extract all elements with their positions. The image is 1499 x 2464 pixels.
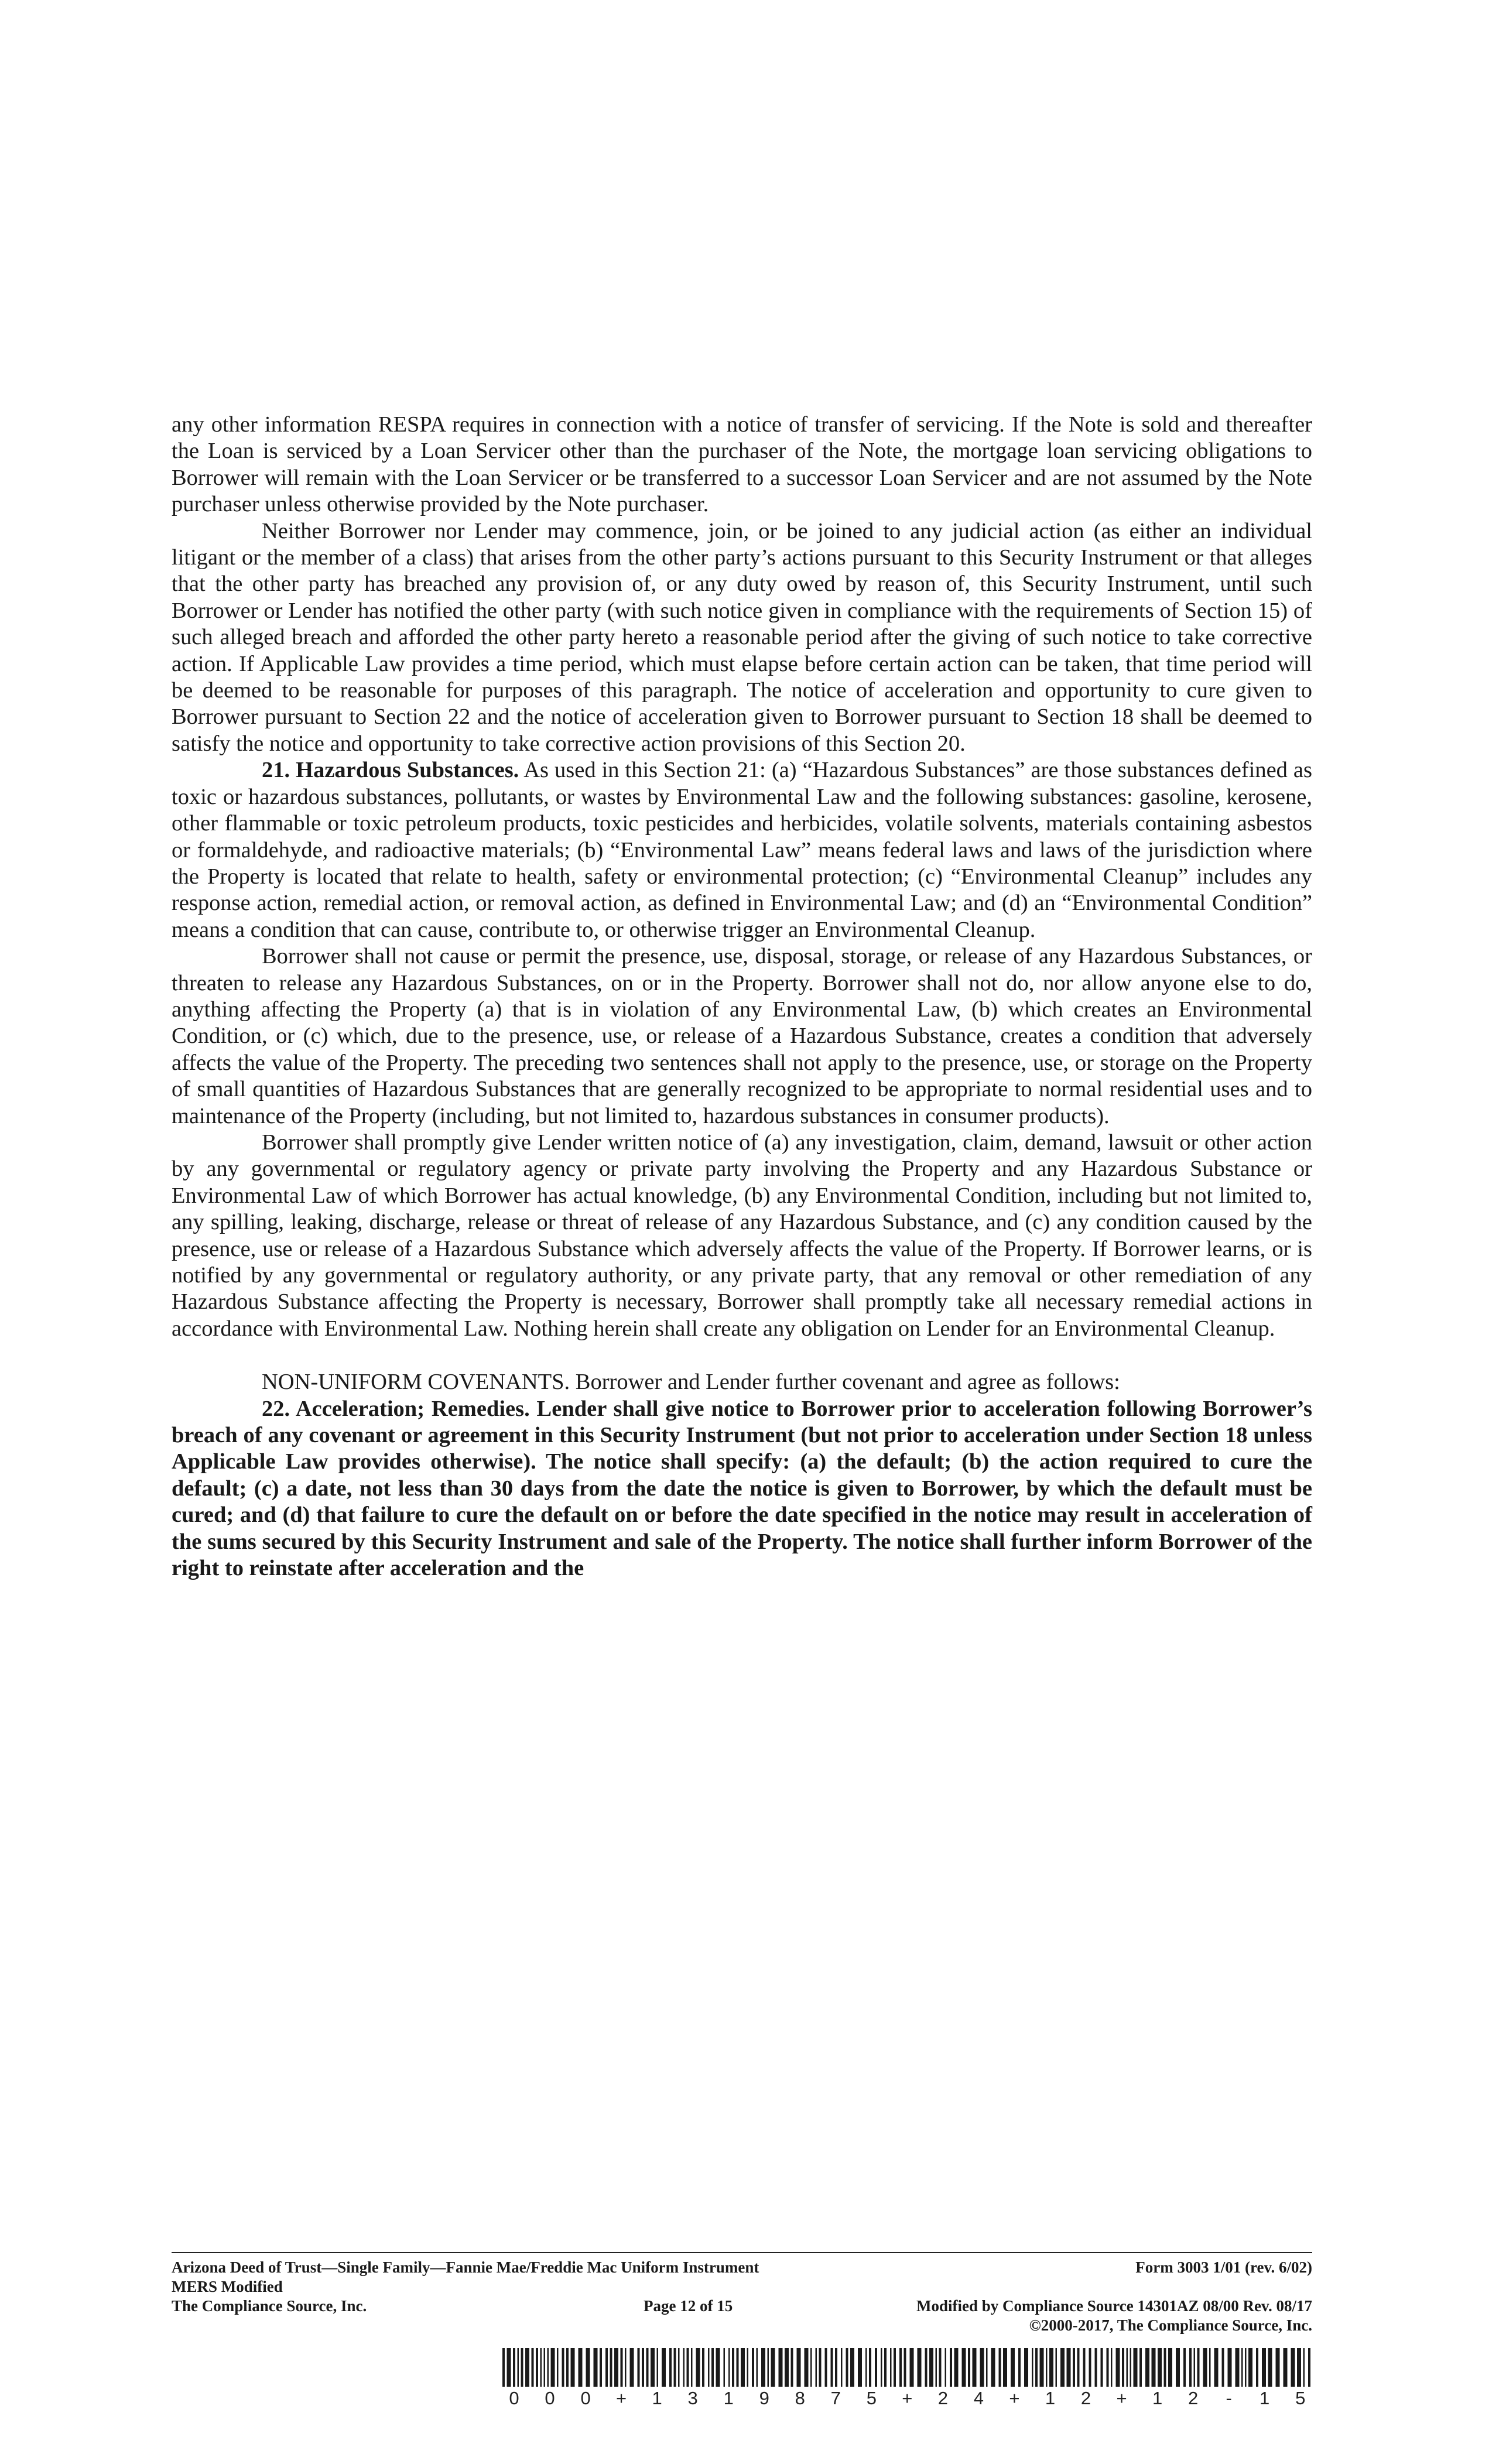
barcode-bar [521,2348,523,2387]
barcode-bar [1122,2348,1124,2387]
barcode-bar [1194,2348,1196,2387]
barcode-bar [910,2348,914,2387]
paragraph-hazardous-presence: Borrower shall not cause or permit the presence, use, disposal, storage, or release of any Hazardous Substances, or threaten to release any Hazardous Substances, on or in the Property. Borrower shall not do, nor allow anyone else to do, anything affecting the Property (a) that is in violation of any Environmental Law, (b) which creates an Environmental Condition, or (c) which, due to the presence, use, or release of a Hazardous Substance, creates a condition that adversely affects the value of the Property. The preceding two sentences shall not apply to the presence, use, or storage on the Property of small quantities of Hazardous Substances that are generally recognized to be appropriate to normal residential uses and to maintenance of the Property (including, but not limited to, hazardous substances in consumer products). [172,944,1312,1128]
barcode-bar [683,2348,685,2387]
barcode-bar [540,2348,542,2387]
barcode-bar [1308,2348,1310,2387]
barcode-bar [507,2348,511,2387]
barcode-bar [884,2348,887,2387]
barcode-bar [1134,2348,1138,2387]
barcode-bar [669,2348,672,2387]
paragraph-respa-servicing: any other information RESPA requires in connection with a notice of transfer of servicing. If the Note is sold and thereafter the Loan is serviced by a Loan Servicer other than the purchaser of the Note, the mortgage loan servicing obligations to Borrower will remain with the Loan Servicer or be transferred to a successor Loan Servicer and are not assumed by the Note purchaser unless otherwise provided by the Note purchaser. [172,412,1312,517]
barcode-bar [724,2348,725,2387]
barcode-bar [1011,2348,1015,2387]
barcode-bar [890,2348,892,2387]
barcode-bar [1168,2348,1172,2387]
barcode-digit: 0 [509,2388,519,2408]
document-body [172,412,1312,1582]
barcode-digit: 8 [795,2388,805,2408]
barcode-digit: 1 [1045,2388,1056,2408]
barcode-bar [728,2348,730,2387]
barcode-bar [621,2348,623,2387]
barcode-bar [810,2348,812,2387]
barcode-bar [691,2348,693,2387]
barcode-bar [1222,2348,1224,2387]
barcode-bar [1073,2348,1075,2387]
section-21-text: As used in this Section 21: (a) “Hazardous Substances” are those substances defined as toxic or hazardous substances, pollutants, or wastes by Environmental Law and the following substances: gasoline, kerosene, other flammable or toxic petroleum products, toxic pesticides and herbicides, volatile solvents, materials containing asbestos or formaldehyde, and radioactive materials; (b) “Environmental Law” means federal laws and laws of the jurisdiction where the Property is located that relate to health, safety or environmental protection; (c) “Environmental Cleanup” includes any response action, remedial action, or removal action, as defined in Environmental Law; and (d) an “Environmental Condition” means a condition that can cause, contribute to, or otherwise trigger an Environmental Cleanup. [172,758,1312,942]
barcode-bar [716,2348,720,2387]
barcode-bar [1236,2348,1240,2387]
barcode-bar [502,2348,505,2387]
barcode-bar [899,2348,902,2387]
barcode-bar [513,2348,515,2387]
barcode-bar [1060,2348,1065,2387]
barcode-bar [962,2348,966,2387]
barcode-bar [1248,2348,1252,2387]
barcode-bar [869,2348,871,2387]
barcode-bar [1303,2348,1305,2387]
barcode-bar [761,2348,765,2387]
barcode-digit: 0 [580,2388,591,2408]
barcode-bar [925,2348,928,2387]
footer-row-4 [172,2316,1312,2335]
barcode-bar [1046,2348,1048,2387]
document-footer [172,2258,1312,2335]
footer-row-2 [172,2277,1312,2297]
barcode-bar [1083,2348,1086,2387]
footer-form-title: Arizona Deed of Trust—Single Family—Fannie Mae/Freddie Mac Uniform Instrument [172,2258,759,2276]
barcode-bar [708,2348,710,2387]
barcode-bar [991,2348,995,2387]
barcode-bar [605,2348,608,2387]
barcode-bar [747,2348,749,2387]
barcode-bar [586,2348,590,2387]
barcode-bar [1032,2348,1033,2387]
barcode-bar [642,2348,644,2387]
barcode-digit: 4 [973,2388,984,2408]
footer-divider [172,2252,1312,2253]
barcode-bar [1056,2348,1057,2387]
barcode-bar [1116,2348,1120,2387]
barcode-bar [687,2348,689,2387]
barcode-bar [566,2348,569,2387]
barcode-bar [846,2348,848,2387]
barcode-bar [1035,2348,1038,2387]
barcode-bar [835,2348,837,2387]
barcode-bar [702,2348,704,2387]
barcode-digit: 3 [687,2388,698,2408]
barcode-bar [696,2348,700,2387]
barcode-bar [881,2348,882,2387]
barcode-bar [850,2348,854,2387]
barcode-bar [1241,2348,1243,2387]
barcode-bar [1127,2348,1128,2387]
barcode-bar [819,2348,822,2387]
barcode-bar [1256,2348,1258,2387]
barcode-bar [674,2348,676,2387]
barcode-bar [954,2348,959,2387]
barcode-bar [1158,2348,1162,2387]
barcode-digit: + [616,2388,627,2408]
barcode-bar [816,2348,817,2387]
barcode-bar [562,2348,564,2387]
barcode-bar [600,2348,602,2387]
barcode-bar [831,2348,833,2387]
footer-mers-modified: MERS Modified [172,2278,283,2295]
barcode-digit: 5 [1295,2388,1306,2408]
barcode-digit: 2 [937,2388,948,2408]
barcode-bar [1197,2348,1200,2387]
barcode-digit: 1 [1152,2388,1163,2408]
barcode-bar [768,2348,769,2387]
barcode-digit: 5 [866,2388,877,2408]
barcode-bar [757,2348,758,2387]
footer-page-number: Page 12 of 15 [644,2297,733,2315]
paragraph-hazardous-notice: Borrower shall promptly give Lender written notice of (a) any investigation, claim, demand, lawsuit or other action by any governmental or regulatory agency or private party involving the Property and any Hazardous Substance or Environmental Law of which Borrower has actual knowledge, (b) any Environmental Condition, including but not limited to, any spilling, leaking, discharge, release or threat of release of any Hazardous Substance, and (c) any condition caused by the presence, use or release of a Hazardous Substance which adversely affects the value of the Property. If Borrower learns, or is notified by any governmental or regulatory authority, or any private party, that any removal or other remediation of any Hazardous Substance affecting the Property is necessary, Borrower shall promptly take all necessary remedial actions in accordance with Environmental Law. Nothing herein shall create any obligation on Lender for an Environmental Cleanup. [172,1130,1312,1341]
barcode-bar [518,2348,519,2387]
barcode-bar [1262,2348,1266,2387]
barcode-bar [791,2348,793,2387]
barcode-bar [841,2348,843,2387]
footer-row-1 [172,2258,1312,2277]
paragraph-notice-grievance: Neither Borrower nor Lender may commence, join, or be joined to any judicial action (as either an individual litigant or the member of a class) that arises from the other party’s actions pursuant to this Security Instrument or that alleges that the other party has breached any provision of, or any duty owed by reason of, this Security Instrument, until such Borrower or Lender has notified the other party (with such notice given in compliance with the requirements of Section 15) of such alleged breach and afforded the other party hereto a reasonable period after the giving of such notice to take corrective action. If Applicable Law provides a time period, which must elapse before certain action can be taken, that time period will be deemed to be reasonable for purposes of this paragraph. The notice of acceleration and opportunity to cure given to Borrower pursuant to Section 22 and the notice of acceleration given to Borrower pursuant to Section 18 shall be deemed to satisfy the notice and opportunity to take corrective action provisions of this Section 20. [172,518,1312,756]
barcode-bar [1176,2348,1180,2387]
barcode-bar [752,2348,754,2387]
barcode-bar [630,2348,634,2387]
barcode-bar [1189,2348,1192,2387]
barcode-bar [1139,2348,1142,2387]
barcode-digit: 2 [1187,2388,1199,2408]
section-21-heading: 21. Hazardous Substances. [262,758,519,783]
barcode-bar [544,2348,546,2387]
barcode-bar [797,2348,801,2387]
barcode-bar [1203,2348,1207,2387]
barcode-bar [579,2348,583,2387]
barcode-digit: 2 [1080,2388,1091,2408]
footer-modified-by: Modified by Compliance Source 14301AZ 08/00 Rev. 08/17 [916,2297,1312,2315]
barcode-bar [625,2348,627,2387]
barcode-bar [950,2348,952,2387]
barcode-bar [551,2348,555,2387]
barcode-bar [771,2348,775,2387]
barcode-bar [929,2348,933,2387]
footer-publisher: The Compliance Source, Inc. [172,2297,367,2315]
barcode-bar [945,2348,947,2387]
barcode-bar [939,2348,942,2387]
barcode-bar [536,2348,538,2387]
barcode-bar [865,2348,867,2387]
barcode-bar [571,2348,575,2387]
barcode-bar [1291,2348,1295,2387]
barcode-digit: 1 [1260,2388,1270,2408]
barcode-bar [1101,2348,1103,2387]
barcode-bar [936,2348,937,2387]
barcode-bar [986,2348,988,2387]
barcode-bar [657,2348,659,2387]
barcode-bar [1089,2348,1091,2387]
barcode-digit: + [902,2388,913,2408]
barcode-bar [1111,2348,1113,2387]
footer-row-3 [172,2297,1312,2316]
barcode-bar [610,2348,612,2387]
barcode-bar [1130,2348,1132,2387]
paragraph-non-uniform-covenants: NON-UNIFORM COVENANTS. Borrower and Lender further covenant and agree as follows: [262,1370,1120,1395]
barcode-bar [785,2348,789,2387]
barcode-bar [1297,2348,1301,2387]
barcode [502,2348,1312,2387]
barcode-bar [1040,2348,1044,2387]
barcode-bar [638,2348,640,2387]
barcode-digits [502,2388,1312,2409]
barcode-bar [732,2348,734,2387]
barcode-bar [594,2348,598,2387]
barcode-bar [968,2348,970,2387]
barcode-bar [1067,2348,1071,2387]
barcode-bar [858,2348,862,2387]
barcode-bar [1228,2348,1232,2387]
barcode-bar [741,2348,745,2387]
barcode-bar [1018,2348,1021,2387]
barcode-digit: 1 [652,2388,662,2408]
barcode-bar [1268,2348,1272,2387]
barcode-bar [1164,2348,1166,2387]
barcode-bar [894,2348,896,2387]
barcode-digit: + [1116,2388,1127,2408]
barcode-bar [557,2348,559,2387]
barcode-bar [1077,2348,1080,2387]
barcode-bar [1024,2348,1028,2387]
barcode-bar [1145,2348,1149,2387]
barcode-bar [651,2348,655,2387]
barcode-bar [1152,2348,1156,2387]
barcode-bar [825,2348,827,2387]
barcode-bar [875,2348,877,2387]
barcode-bar [678,2348,680,2387]
barcode-digit: 9 [759,2388,769,2408]
barcode-bar [1284,2348,1288,2387]
barcode-bar [1245,2348,1247,2387]
barcode-bar [532,2348,534,2387]
barcode-bar [1003,2348,1007,2387]
barcode-bar [711,2348,714,2387]
barcode-digit: 0 [545,2388,555,2408]
barcode-bar [1095,2348,1097,2387]
barcode-bar [737,2348,739,2387]
barcode-digit: + [1009,2388,1020,2408]
barcode-bar [547,2348,549,2387]
barcode-bar [973,2348,977,2387]
footer-form-number: Form 3003 1/01 (rev. 6/02) [1135,2258,1312,2276]
barcode-bar [646,2348,649,2387]
barcode-bar [980,2348,984,2387]
barcode-bar [1276,2348,1280,2387]
barcode-digit: 7 [830,2388,841,2408]
barcode-digit: - [1226,2388,1232,2408]
barcode-bar [1183,2348,1186,2387]
barcode-bar [662,2348,666,2387]
barcode-bar [918,2348,922,2387]
barcode-bar [904,2348,906,2387]
barcode-bar [614,2348,618,2387]
paragraph-hazardous-substances [172,757,1312,943]
barcode-digit: 1 [723,2388,734,2408]
footer-copyright: ©2000-2017, The Compliance Source, Inc. [1029,2316,1312,2334]
barcode-bar [779,2348,783,2387]
barcode-bar [1107,2348,1109,2387]
barcode-bar [1214,2348,1219,2387]
barcode-bar [805,2348,809,2387]
barcode-bar [1049,2348,1053,2387]
barcode-bar [1209,2348,1211,2387]
paragraph-acceleration-remedies: 22. Acceleration; Remedies. Lender shall give notice to Borrower prior to acceleration following Borrower’s breach of any covenant or agreement in this Security Instrument (but not prior to acceleration under Section 18 unless Applicable Law provides otherwise). The notice shall specify: (a) the default; (b) the action required to cure the default; (c) a date, not less than 30 days from the date the notice is given to Borrower, by which the default must be cured; and (d) that failure to cure the default on or before the date specified in the notice may result in acceleration of the sums secured by this Security Instrument and sale of the Property. The notice shall further inform Borrower of the right to reinstate after acceleration and the [172,1396,1312,1581]
barcode-bar [525,2348,529,2387]
barcode-bar [999,2348,1001,2387]
